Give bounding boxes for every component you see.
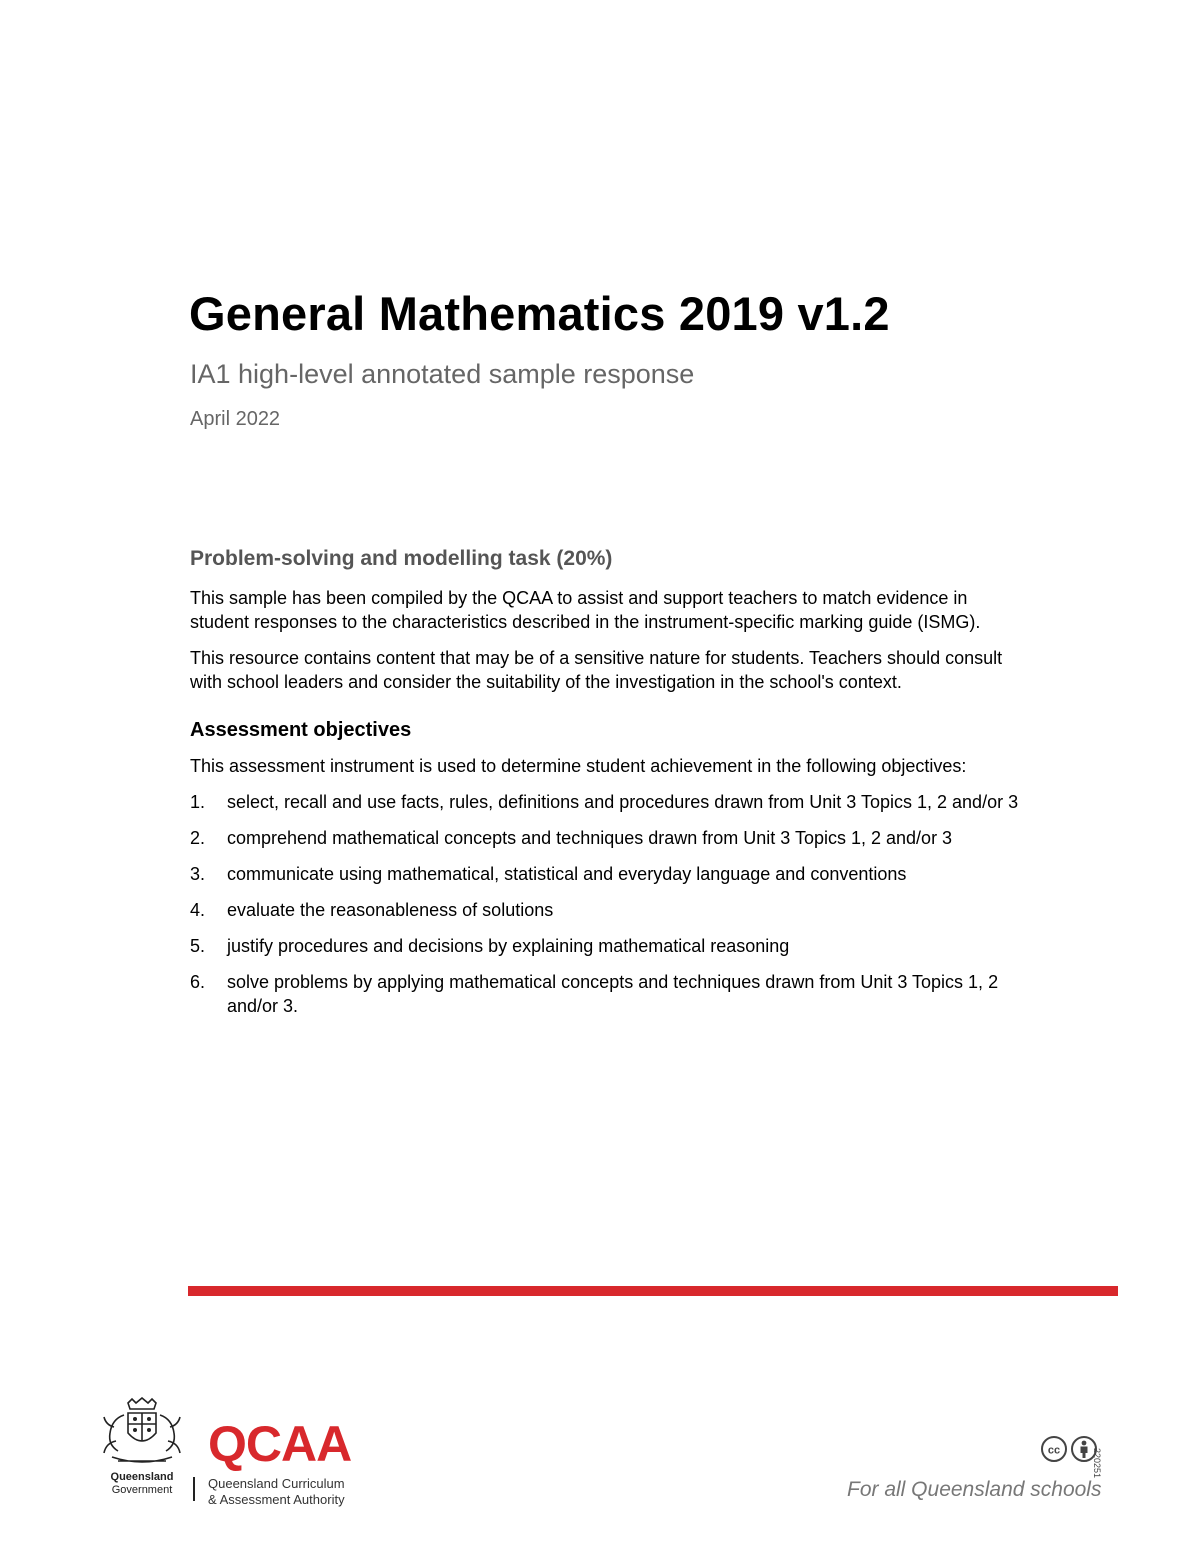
objectives-list	[190, 790, 1030, 1018]
list-item	[190, 934, 1030, 958]
qcaa-name-line-2: & Assessment Authority	[208, 1492, 345, 1507]
qld-logo-line-1: Queensland	[110, 1471, 174, 1483]
document-subtitle: IA1 high-level annotated sample response	[190, 359, 695, 389]
document-body	[190, 547, 1030, 1030]
list-item-text: select, recall and use facts, rules, definitions and procedures drawn from Unit 3 Topics 1, 2 and/or 3	[227, 792, 1019, 812]
logo-separator	[193, 1477, 195, 1501]
list-item	[190, 898, 1030, 922]
list-item-text: communicate using mathematical, statistical and everyday language and conventions	[227, 864, 907, 884]
qcaa-logo	[208, 1418, 351, 1508]
footer-divider-bar	[188, 1286, 1118, 1296]
document-id: 220251	[1092, 1448, 1102, 1479]
objectives-heading: Assessment objectives	[190, 719, 412, 741]
list-item-number: 4.	[190, 900, 206, 920]
section-heading: Problem-solving and modelling task (20%)	[190, 547, 613, 570]
qld-logo-line-2: Government	[111, 1484, 173, 1496]
sensitivity-paragraph: This resource contains content that may be of a sensitive nature for students. Teachers should consult with school leaders and consider the suitability of the investigation in the school's context.	[190, 648, 1003, 692]
document-date: April 2022	[190, 408, 281, 430]
list-item-text: solve problems by applying mathematical concepts and techniques drawn from Unit 3 Topics 1, 2 and/or 3.	[227, 972, 999, 1016]
footer-tagline: For all Queensland schools	[847, 1478, 1102, 1501]
document-title: General Mathematics 2019 v1.2	[189, 287, 890, 340]
coat-of-arms-icon	[98, 1397, 186, 1469]
list-item-number: 1.	[190, 792, 206, 812]
intro-paragraph: This sample has been compiled by the QCAA to assist and support teachers to match evidence in student responses to the characteristics described in the instrument-specific marking guide (ISMG).	[190, 588, 981, 632]
objectives-intro: This assessment instrument is used to determine student achievement in the following objectives:	[190, 756, 967, 776]
queensland-government-wordmark	[98, 1471, 186, 1497]
list-item-number: 3.	[190, 864, 206, 884]
list-item-text: justify procedures and decisions by explaining mathematical reasoning	[227, 936, 790, 956]
list-item	[190, 790, 1030, 814]
list-item-number: 2.	[190, 828, 206, 848]
list-item	[190, 862, 1030, 886]
svg-text:cc: cc	[1047, 1444, 1061, 1457]
list-item-text: comprehend mathematical concepts and techniques drawn from Unit 3 Topics 1, 2 and/or 3	[227, 828, 953, 848]
list-item	[190, 826, 1030, 850]
creative-commons-by-icon	[1040, 1435, 1100, 1463]
list-item-number: 6.	[190, 972, 206, 992]
list-item-number: 5.	[190, 936, 206, 956]
list-item	[190, 970, 1030, 1018]
queensland-government-logo	[98, 1397, 186, 1505]
list-item-text: evaluate the reasonableness of solutions	[227, 900, 554, 920]
qcaa-logo-mark: QCAA	[208, 1416, 352, 1472]
qcaa-name-line-1: Queensland Curriculum	[208, 1476, 345, 1491]
